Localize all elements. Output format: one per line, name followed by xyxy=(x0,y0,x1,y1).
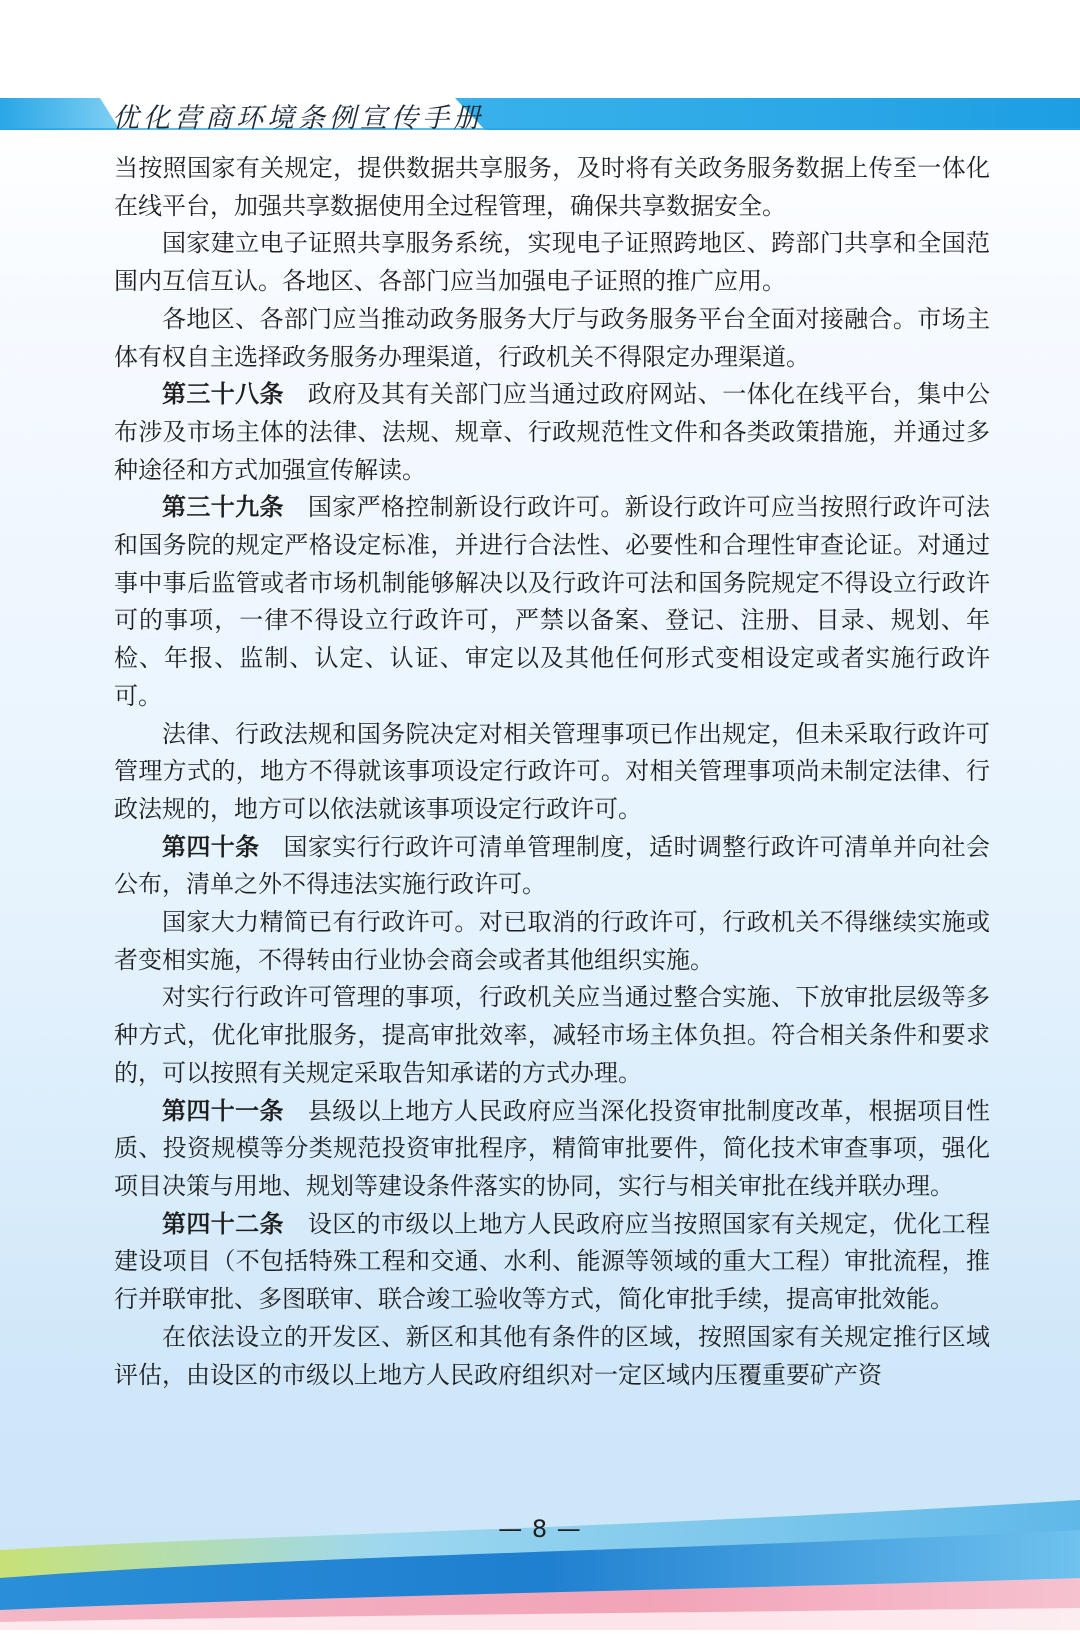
article-number: 第三十九条 xyxy=(162,493,284,522)
article-number: 第四十条 xyxy=(162,832,260,861)
article-42: 第四十二条 设区的市级以上地方人民政府应当按照国家有关规定，优化工程建设项目（不包括特殊工程和交通、水利、能源等领域的重大工程）审批流程，推行并联审批、多图联审、联合竣工验收等方式，简化审批手续，提高审批效能。 xyxy=(114,1209,990,1314)
paragraph: 国家大力精简已有行政许可。对已取消的行政许可，行政机关不得继续实施或者变相实施，不得转由行业协会商会或者其他组织实施。 xyxy=(114,908,990,974)
article-number: 第四十一条 xyxy=(162,1096,284,1125)
page-number: — 8 — xyxy=(498,1515,582,1543)
article-number: 第三十八条 xyxy=(162,380,284,409)
paragraph: 国家建立电子证照共享服务系统，实现电子证照跨地区、跨部门共享和全国范围内互信互认。各地区、各部门应当加强电子证照的推广应用。 xyxy=(114,229,990,296)
paragraph: 各地区、各部门应当推动政务服务大厅与政务服务平台全面对接融合。市场主体有权自主选择政务服务办理渠道，行政机关不得限定办理渠道。 xyxy=(114,304,990,371)
page-header-title: 优化营商环境条例宣传手册 xyxy=(112,103,484,134)
paragraph: 法律、行政法规和国务院决定对相关管理事项已作出规定，但未采取行政许可管理方式的，地方不得就该事项设定行政许可。对相关管理事项尚未制定法律、行政法规的，地方可以依法就该事项设定行政许可。 xyxy=(114,719,990,823)
article-38: 第三十八条 政府及其有关部门应当通过政府网站、一体化在线平台，集中公布涉及市场主体的法律、法规、规章、行政规范性文件和各类政策措施，并通过多种途径和方式加强宣传解读。 xyxy=(114,380,990,484)
article-number: 第四十二条 xyxy=(162,1209,284,1238)
document-body xyxy=(114,150,990,1394)
article-41: 第四十一条 县级以上地方人民政府应当深化投资审批制度改革，根据项目性质、投资规模等分类规范投资审批程序，精简审批要件，简化技术审查事项，强化项目决策与用地、规划等建设条件落实的协同，实行与相关审批在线并联办理。 xyxy=(114,1096,990,1200)
article-39: 第三十九条 国家严格控制新设行政许可。新设行政许可应当按照行政许可法和国务院的规定严格设定标准，并进行合法性、必要性和合理性审查论证。对通过事中事后监管或者市场机制能够解决以及行政许可法和国务院规定不得设立行政许可的事项，一律不得设立行政许可，严禁以备案、登记、注册、目录、规划、年检、年报、监制、认定、认证、审定以及其他任何形式变相设定或者实施行政许可。 xyxy=(114,493,990,710)
paragraph: 当按照国家有关规定，提供数据共享服务，及时将有关政务服务数据上传至一体化在线平台，加强共享数据使用全过程管理，确保共享数据安全。 xyxy=(114,154,990,220)
paragraph: 对实行行政许可管理的事项，行政机关应当通过整合实施、下放审批层级等多种方式，优化审批服务，提高审批效率，减轻市场主体负担。符合相关条件和要求的，可以按照有关规定采取告知承诺的方式办理。 xyxy=(114,983,990,1087)
paragraph: 在依法设立的开发区、新区和其他有条件的区域，按照国家有关规定推行区域评估，由设区的市级以上地方人民政府组织对一定区域内压覆重要矿产资 xyxy=(114,1322,990,1389)
article-40: 第四十条 国家实行行政许可清单管理制度，适时调整行政许可清单并向社会公布，清单之外不得违法实施行政许可。 xyxy=(114,832,990,899)
